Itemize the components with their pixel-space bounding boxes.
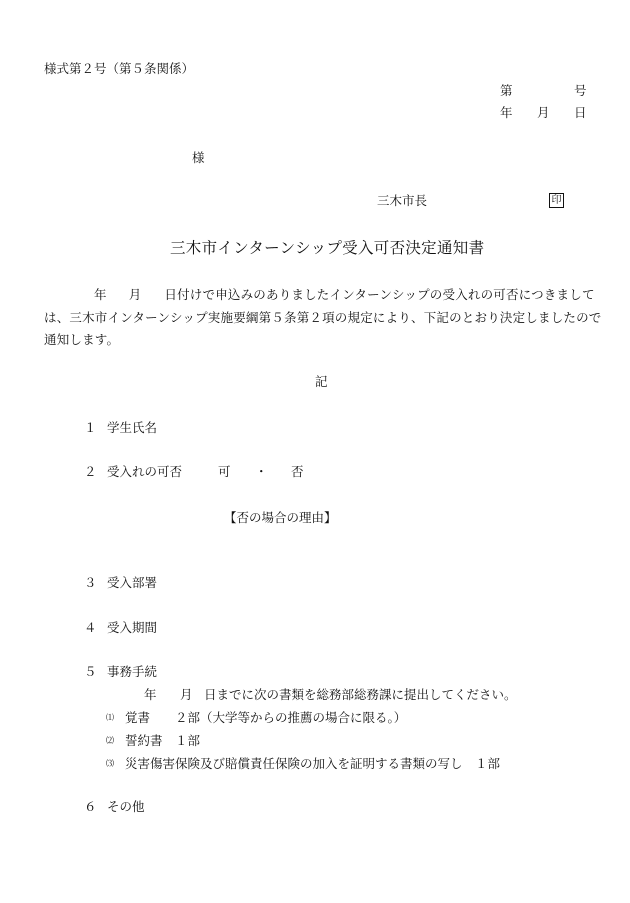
- option-no: 否: [291, 464, 304, 479]
- body-line-1-text: 日付けで申込みのありましたインターンシップの受入れの可否につきまして: [164, 287, 595, 302]
- body-line-2: は、三木市インターンシップ実施要綱第５条第２項の規定により、下記のとおり決定しましたので: [44, 309, 602, 325]
- seal-icon: 印: [549, 193, 564, 208]
- doc-2-text: 誓約書 １部: [125, 733, 201, 748]
- item-4-label: 受入期間: [107, 620, 158, 635]
- document-title: 三木市インターンシップ受入可否決定通知書: [170, 239, 485, 257]
- issuer-title: 三木市長: [377, 193, 428, 208]
- body-year: 年: [94, 287, 107, 302]
- body-line-3: 通知します。: [44, 332, 120, 347]
- item-5-label: 事務手続: [107, 664, 158, 679]
- reason-label: 【否の場合の理由】: [224, 510, 337, 525]
- option-separator: ・: [255, 464, 268, 479]
- doc-3-text: 災害傷害保険及び賠償責任保険の加入を証明する書類の写し １部: [125, 756, 501, 771]
- doc-3-number: ⑶: [106, 759, 114, 768]
- item-2-label: 受入れの可否: [107, 464, 183, 479]
- item-6-number: ６: [84, 799, 97, 814]
- body-month: 月: [128, 287, 142, 302]
- item-3-number: ３: [84, 575, 97, 590]
- procedure-year: 年: [144, 687, 157, 702]
- body-paragraph: [44, 284, 602, 352]
- item-4-number: ４: [84, 620, 97, 635]
- date-day: 日: [574, 105, 587, 120]
- item-1-label: 学生氏名: [107, 420, 158, 435]
- ki-heading: 記: [315, 374, 328, 389]
- doc-1-text: 覚書 ２部（大学等からの推薦の場合に限る。）: [125, 710, 407, 725]
- body-line-1: [44, 284, 595, 307]
- date-year: 年: [500, 105, 513, 120]
- item-3-label: 受入部署: [107, 575, 158, 590]
- procedure-deadline-text: 日までに次の書類を総務部総務課に提出してください。: [204, 687, 517, 702]
- item-2-number: ２: [84, 464, 97, 479]
- option-yes: 可: [218, 464, 231, 479]
- item-5-number: ５: [84, 664, 97, 679]
- doc-1-number: ⑴: [106, 713, 114, 722]
- addressee-suffix: 様: [192, 150, 205, 165]
- item-1-number: １: [84, 420, 97, 435]
- form-label: 様式第２号（第５条関係）: [44, 61, 195, 76]
- doc-number-suffix: 号: [574, 83, 587, 98]
- procedure-month: 月: [180, 687, 193, 702]
- seal-mark: [549, 193, 564, 208]
- item-6-label: その他: [107, 799, 145, 814]
- doc-number-prefix: 第: [500, 83, 513, 98]
- doc-2-number: ⑵: [106, 736, 114, 745]
- date-month: 月: [537, 105, 550, 120]
